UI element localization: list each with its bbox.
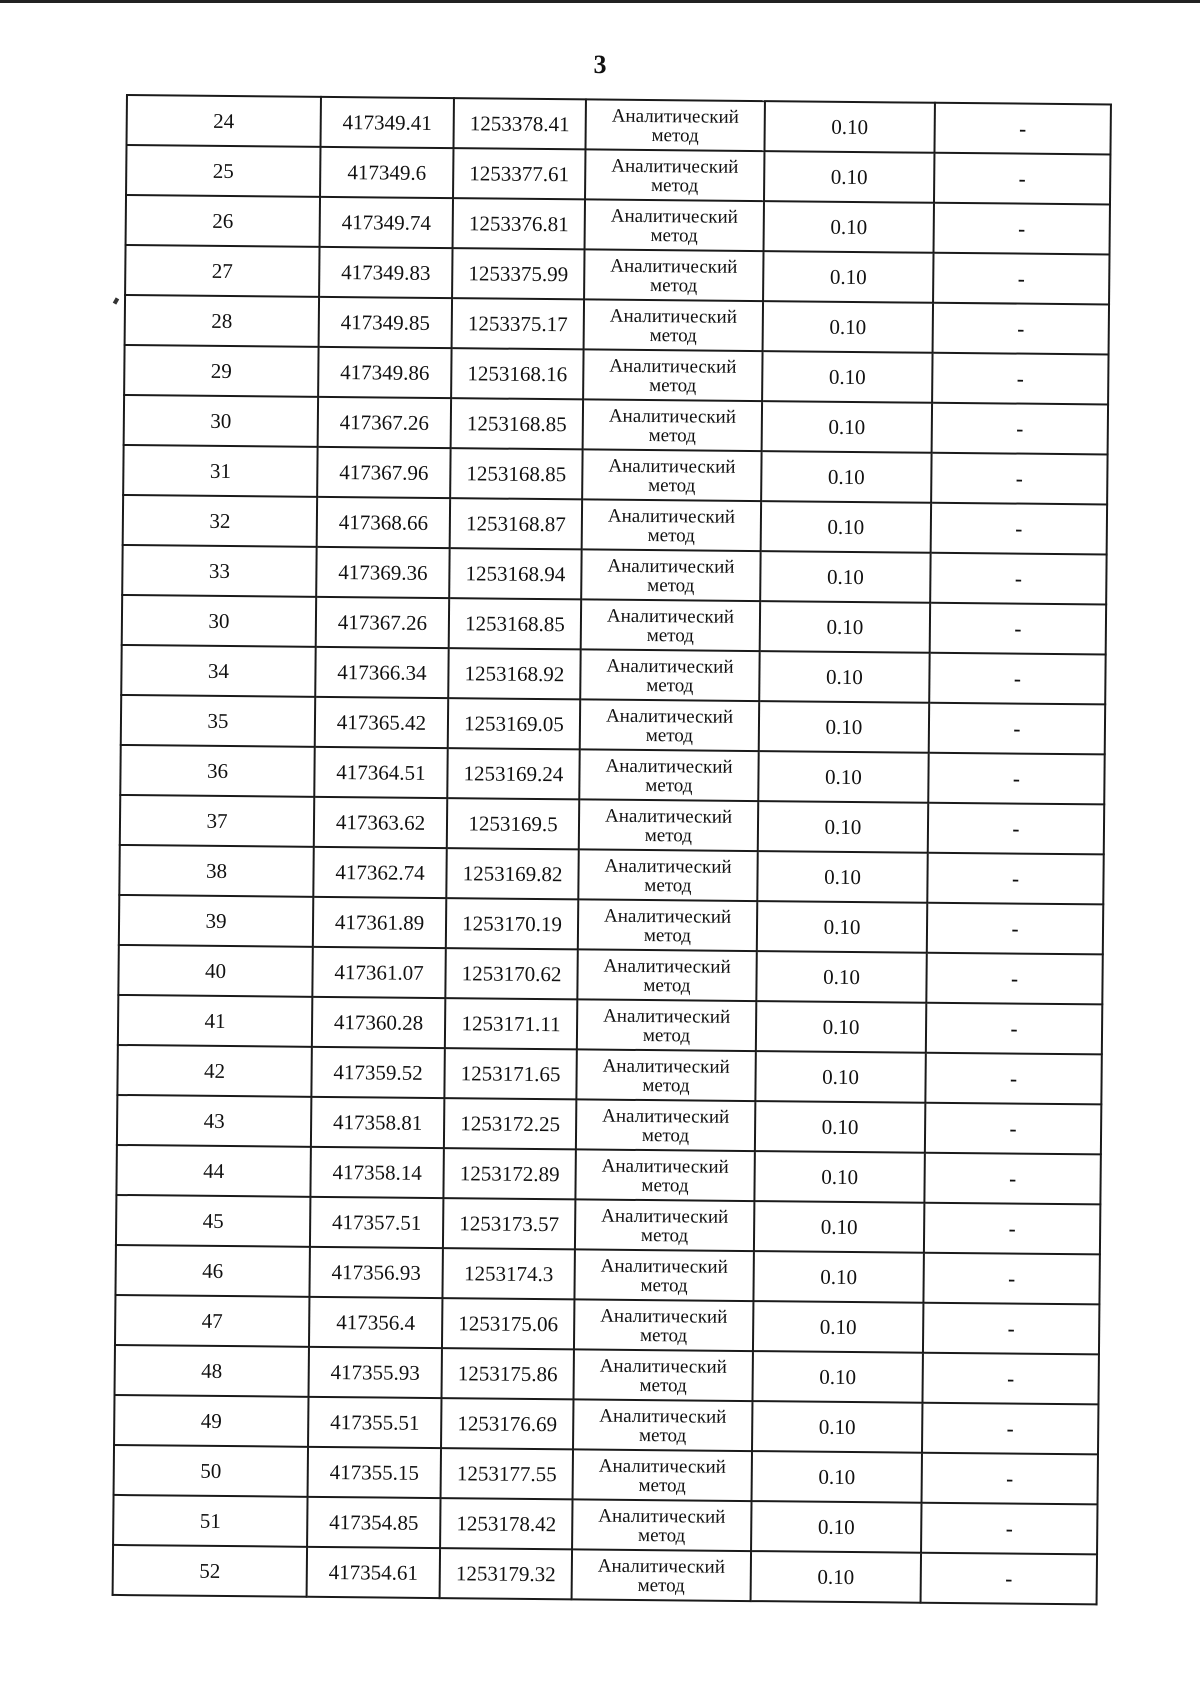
accuracy-cell: 0.10 xyxy=(758,801,928,853)
y-coordinate-cell: 1253179.32 xyxy=(440,1548,572,1599)
x-coordinate-cell: 417368.66 xyxy=(317,497,450,548)
point-number-cell: 47 xyxy=(115,1295,309,1347)
y-coordinate-cell: 1253168.85 xyxy=(450,448,582,499)
description-cell: - xyxy=(931,453,1107,505)
accuracy-cell: 0.10 xyxy=(756,1001,926,1053)
x-coordinate-cell: 417349.41 xyxy=(321,97,454,148)
x-coordinate-cell: 417358.14 xyxy=(310,1147,443,1198)
accuracy-cell: 0.10 xyxy=(759,701,929,753)
y-coordinate-cell: 1253170.62 xyxy=(445,948,577,999)
y-coordinate-cell: 1253177.55 xyxy=(441,1448,573,1499)
description-cell: - xyxy=(932,353,1108,405)
method-cell: Аналитический метод xyxy=(580,699,759,751)
y-coordinate-cell: 1253168.16 xyxy=(451,348,583,399)
x-coordinate-cell: 417361.07 xyxy=(312,947,445,998)
x-coordinate-cell: 417367.26 xyxy=(316,597,449,648)
x-coordinate-cell: 417365.42 xyxy=(315,697,448,748)
x-coordinate-cell: 417358.81 xyxy=(311,1097,444,1148)
method-cell: Аналитический метод xyxy=(577,949,756,1001)
description-cell: - xyxy=(924,1153,1100,1205)
method-cell: Аналитический метод xyxy=(579,799,758,851)
x-coordinate-cell: 417369.36 xyxy=(316,547,449,598)
y-coordinate-cell: 1253378.41 xyxy=(453,98,585,149)
description-cell: - xyxy=(925,1103,1101,1155)
method-cell: Аналитический метод xyxy=(572,1549,751,1601)
point-number-cell: 46 xyxy=(115,1245,309,1297)
description-cell: - xyxy=(923,1253,1099,1305)
x-coordinate-cell: 417364.51 xyxy=(314,747,447,798)
x-coordinate-cell: 417367.96 xyxy=(317,447,450,498)
x-coordinate-cell: 417349.85 xyxy=(319,297,452,348)
point-number-cell: 39 xyxy=(119,895,313,947)
description-cell: - xyxy=(931,503,1107,555)
point-number-cell: 52 xyxy=(113,1545,307,1597)
y-coordinate-cell: 1253168.85 xyxy=(449,598,581,649)
x-coordinate-cell: 417363.62 xyxy=(314,797,447,848)
description-cell: - xyxy=(927,853,1103,905)
method-cell: Аналитический метод xyxy=(582,449,761,501)
description-cell: - xyxy=(923,1303,1099,1355)
y-coordinate-cell: 1253173.57 xyxy=(443,1198,575,1249)
accuracy-cell: 0.10 xyxy=(762,401,932,453)
method-cell: Аналитический метод xyxy=(577,999,756,1051)
description-cell: - xyxy=(934,203,1110,255)
top-border-line xyxy=(0,0,1200,3)
y-coordinate-cell: 1253168.85 xyxy=(451,398,583,449)
x-coordinate-cell: 417354.61 xyxy=(307,1547,440,1598)
point-number-cell: 26 xyxy=(126,195,320,247)
method-cell: Аналитический метод xyxy=(575,1199,754,1251)
point-number-cell: 32 xyxy=(123,495,317,547)
y-coordinate-cell: 1253171.65 xyxy=(444,1048,576,1099)
description-cell: - xyxy=(924,1203,1100,1255)
x-coordinate-cell: 417355.51 xyxy=(308,1397,441,1448)
description-cell: - xyxy=(933,253,1109,305)
point-number-cell: 44 xyxy=(116,1145,310,1197)
method-cell: Аналитический метод xyxy=(580,649,759,701)
method-cell: Аналитический метод xyxy=(579,749,758,801)
description-cell: - xyxy=(928,803,1104,855)
method-cell: Аналитический метод xyxy=(584,249,763,301)
description-cell: - xyxy=(927,903,1103,955)
method-cell: Аналитический метод xyxy=(575,1149,754,1201)
description-cell: - xyxy=(922,1403,1098,1455)
x-coordinate-cell: 417355.15 xyxy=(308,1447,441,1498)
method-cell: Аналитический метод xyxy=(581,599,760,651)
accuracy-cell: 0.10 xyxy=(754,1151,924,1203)
y-coordinate-cell: 1253169.82 xyxy=(446,848,578,899)
y-coordinate-cell: 1253172.25 xyxy=(444,1098,576,1149)
accuracy-cell: 0.10 xyxy=(751,1501,921,1553)
scan-artifact xyxy=(113,297,119,304)
point-number-cell: 24 xyxy=(127,95,321,147)
point-number-cell: 25 xyxy=(126,145,320,197)
description-cell: - xyxy=(922,1353,1098,1405)
x-coordinate-cell: 417356.93 xyxy=(309,1247,442,1298)
description-cell: - xyxy=(926,1003,1102,1055)
table-row xyxy=(113,1545,1097,1604)
accuracy-cell: 0.10 xyxy=(760,601,930,653)
description-cell: - xyxy=(933,303,1109,355)
y-coordinate-cell: 1253176.69 xyxy=(441,1398,573,1449)
method-cell: Аналитический метод xyxy=(573,1399,752,1451)
x-coordinate-cell: 417355.93 xyxy=(309,1347,442,1398)
accuracy-cell: 0.10 xyxy=(754,1201,924,1253)
x-coordinate-cell: 417349.6 xyxy=(320,147,453,198)
point-number-cell: 30 xyxy=(122,595,316,647)
y-coordinate-cell: 1253169.05 xyxy=(448,698,580,749)
point-number-cell: 40 xyxy=(118,945,312,997)
point-number-cell: 42 xyxy=(117,1045,311,1097)
point-number-cell: 27 xyxy=(125,245,319,297)
x-coordinate-cell: 417354.85 xyxy=(307,1497,440,1548)
accuracy-cell: 0.10 xyxy=(764,101,934,153)
table-body xyxy=(113,95,1111,1604)
point-number-cell: 33 xyxy=(122,545,316,597)
description-cell: - xyxy=(925,1053,1101,1105)
method-cell: Аналитический метод xyxy=(574,1249,753,1301)
point-number-cell: 50 xyxy=(114,1445,308,1497)
x-coordinate-cell: 417361.89 xyxy=(313,897,446,948)
accuracy-cell: 0.10 xyxy=(758,751,928,803)
method-cell: Аналитический метод xyxy=(578,849,757,901)
accuracy-cell: 0.10 xyxy=(760,551,930,603)
method-cell: Аналитический метод xyxy=(573,1449,752,1501)
y-coordinate-cell: 1253168.94 xyxy=(449,548,581,599)
accuracy-cell: 0.10 xyxy=(757,851,927,903)
point-number-cell: 45 xyxy=(116,1195,310,1247)
accuracy-cell: 0.10 xyxy=(761,501,931,553)
method-cell: Аналитический метод xyxy=(583,349,762,401)
y-coordinate-cell: 1253170.19 xyxy=(446,898,578,949)
point-number-cell: 41 xyxy=(118,995,312,1047)
x-coordinate-cell: 417359.52 xyxy=(311,1047,444,1098)
x-coordinate-cell: 417349.83 xyxy=(319,247,452,298)
point-number-cell: 28 xyxy=(125,295,319,347)
y-coordinate-cell: 1253171.11 xyxy=(445,998,577,1049)
coordinates-table-container xyxy=(112,94,1110,1605)
x-coordinate-cell: 417367.26 xyxy=(318,397,451,448)
point-number-cell: 37 xyxy=(120,795,314,847)
method-cell: Аналитический метод xyxy=(585,99,764,151)
accuracy-cell: 0.10 xyxy=(756,951,926,1003)
accuracy-cell: 0.10 xyxy=(764,201,934,253)
x-coordinate-cell: 417349.74 xyxy=(320,197,453,248)
point-number-cell: 30 xyxy=(124,395,318,447)
description-cell: - xyxy=(929,703,1105,755)
accuracy-cell: 0.10 xyxy=(761,451,931,503)
x-coordinate-cell: 417349.86 xyxy=(318,347,451,398)
method-cell: Аналитический метод xyxy=(574,1299,753,1351)
method-cell: Аналитический метод xyxy=(581,549,760,601)
x-coordinate-cell: 417362.74 xyxy=(313,847,446,898)
accuracy-cell: 0.10 xyxy=(753,1301,923,1353)
accuracy-cell: 0.10 xyxy=(763,251,933,303)
accuracy-cell: 0.10 xyxy=(755,1101,925,1153)
y-coordinate-cell: 1253174.3 xyxy=(442,1248,574,1299)
accuracy-cell: 0.10 xyxy=(751,1551,921,1603)
description-cell: - xyxy=(928,753,1104,805)
description-cell: - xyxy=(930,553,1106,605)
x-coordinate-cell: 417357.51 xyxy=(310,1197,443,1248)
y-coordinate-cell: 1253376.81 xyxy=(453,198,585,249)
y-coordinate-cell: 1253169.5 xyxy=(447,798,579,849)
page-number: 3 xyxy=(593,50,607,79)
method-cell: Аналитический метод xyxy=(583,399,762,451)
accuracy-cell: 0.10 xyxy=(752,1351,922,1403)
point-number-cell: 51 xyxy=(113,1495,307,1547)
method-cell: Аналитический метод xyxy=(576,1049,755,1101)
point-number-cell: 31 xyxy=(123,445,317,497)
point-number-cell: 36 xyxy=(120,745,314,797)
accuracy-cell: 0.10 xyxy=(763,301,933,353)
point-number-cell: 34 xyxy=(121,645,315,697)
accuracy-cell: 0.10 xyxy=(762,351,932,403)
y-coordinate-cell: 1253172.89 xyxy=(443,1148,575,1199)
description-cell: - xyxy=(930,603,1106,655)
y-coordinate-cell: 1253178.42 xyxy=(440,1498,572,1549)
accuracy-cell: 0.10 xyxy=(752,1451,922,1503)
coordinates-table xyxy=(112,94,1112,1605)
method-cell: Аналитический метод xyxy=(573,1349,752,1401)
point-number-cell: 48 xyxy=(115,1345,309,1397)
point-number-cell: 29 xyxy=(124,345,318,397)
method-cell: Аналитический метод xyxy=(585,149,764,201)
accuracy-cell: 0.10 xyxy=(764,151,934,203)
y-coordinate-cell: 1253175.06 xyxy=(442,1298,574,1349)
point-number-cell: 38 xyxy=(119,845,313,897)
description-cell: - xyxy=(934,103,1110,155)
x-coordinate-cell: 417366.34 xyxy=(315,647,448,698)
method-cell: Аналитический метод xyxy=(582,499,761,551)
method-cell: Аналитический метод xyxy=(585,199,764,251)
y-coordinate-cell: 1253377.61 xyxy=(453,148,585,199)
accuracy-cell: 0.10 xyxy=(755,1051,925,1103)
y-coordinate-cell: 1253375.99 xyxy=(452,248,584,299)
description-cell: - xyxy=(921,1503,1097,1555)
point-number-cell: 35 xyxy=(121,695,315,747)
y-coordinate-cell: 1253168.87 xyxy=(450,498,582,549)
description-cell: - xyxy=(926,953,1102,1005)
description-cell: - xyxy=(922,1453,1098,1505)
point-number-cell: 49 xyxy=(114,1395,308,1447)
y-coordinate-cell: 1253168.92 xyxy=(448,648,580,699)
y-coordinate-cell: 1253169.24 xyxy=(447,748,579,799)
description-cell: - xyxy=(921,1553,1097,1605)
method-cell: Аналитический метод xyxy=(576,1099,755,1151)
y-coordinate-cell: 1253375.17 xyxy=(452,298,584,349)
y-coordinate-cell: 1253175.86 xyxy=(441,1348,573,1399)
accuracy-cell: 0.10 xyxy=(753,1251,923,1303)
accuracy-cell: 0.10 xyxy=(752,1401,922,1453)
accuracy-cell: 0.10 xyxy=(757,901,927,953)
x-coordinate-cell: 417360.28 xyxy=(312,997,445,1048)
point-number-cell: 43 xyxy=(117,1095,311,1147)
x-coordinate-cell: 417356.4 xyxy=(309,1297,442,1348)
method-cell: Аналитический метод xyxy=(578,899,757,951)
accuracy-cell: 0.10 xyxy=(759,651,929,703)
method-cell: Аналитический метод xyxy=(584,299,763,351)
description-cell: - xyxy=(934,153,1110,205)
method-cell: Аналитический метод xyxy=(572,1499,751,1551)
description-cell: - xyxy=(932,403,1108,455)
description-cell: - xyxy=(929,653,1105,705)
